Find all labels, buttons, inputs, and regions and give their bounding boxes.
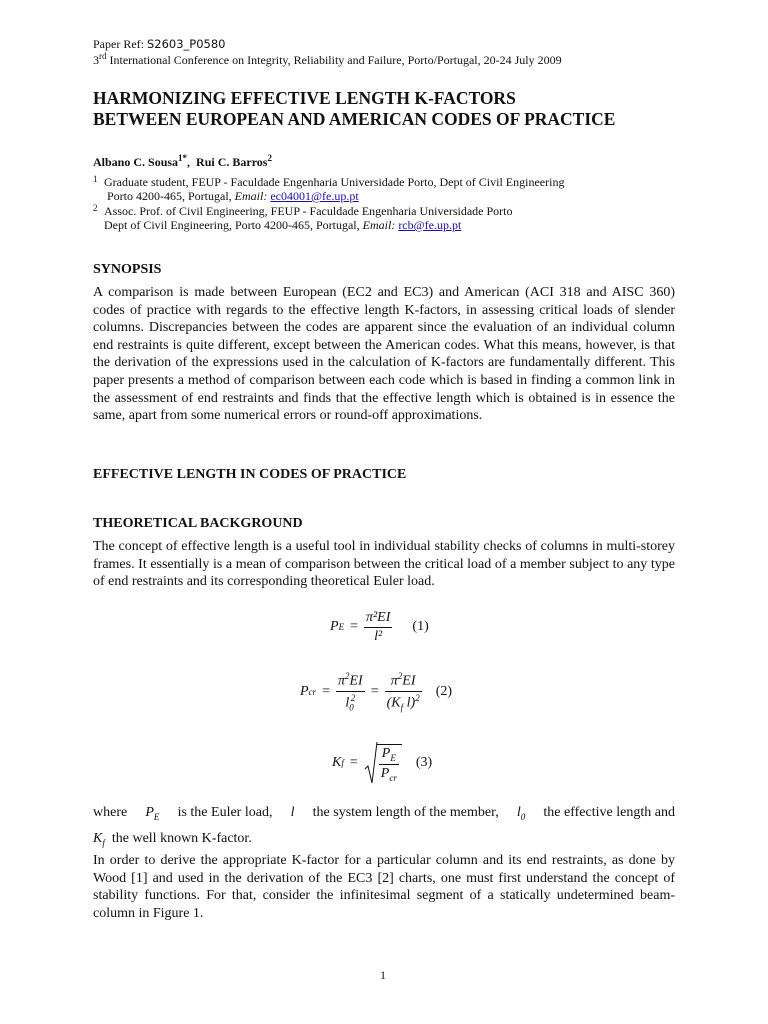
author-1-sup: 1* bbox=[178, 153, 188, 163]
paper-ref-label: Paper Ref: bbox=[93, 37, 144, 51]
eq2-lhs-sub: cr bbox=[308, 687, 317, 697]
equation-1: P E = $\frac{\text{π²EI}}{\text{l²}}$ (1) bbox=[330, 609, 429, 644]
closing-paragraph: In order to derive the appropriate K-factor for a particular column and its end restraints, as done by Wood [1] and used in the derivation of the EC3 [2] charts, one must first understand the concept of stability functions. For that, consider the infinitesimal segment of a statically undetermined beam-column in Figure 1. bbox=[93, 853, 675, 921]
paper-ref-code: S2603_P0580 bbox=[146, 37, 226, 51]
where-k-factor: the well known K-factor. bbox=[111, 830, 252, 846]
author-separator: , bbox=[187, 155, 191, 169]
conference-ordinal: 3 bbox=[93, 53, 99, 67]
section-heading-theoretical-background: THEORETICAL BACKGROUND bbox=[93, 516, 303, 531]
title-line-2: BETWEEN EUROPEAN AND AMERICAN CODES OF PRACTICE bbox=[93, 109, 616, 129]
affiliation-2-num: 2 bbox=[93, 203, 98, 213]
eq3-label: (3) bbox=[415, 755, 433, 770]
eq2-lhs: P bbox=[300, 684, 309, 699]
affiliation-1-email-link[interactable]: ec04001@fe.up.pt bbox=[270, 189, 359, 203]
affiliation-1 bbox=[93, 175, 564, 203]
page-number: 1 bbox=[380, 968, 386, 982]
eq3-lhs-sub: f bbox=[341, 758, 344, 768]
square-root-icon bbox=[364, 741, 378, 785]
eq1-numerator: π²EI bbox=[364, 610, 392, 628]
author-2-sup: 2 bbox=[267, 153, 272, 163]
affiliation-2-email-link[interactable]: rcb@fe.up.pt bbox=[398, 218, 462, 232]
paper-title bbox=[93, 88, 615, 130]
eq1-denominator: l² bbox=[374, 628, 383, 644]
equation-2: P cr = $\frac{\pi^2EI}{l_0^2}$ = $\frac{\pi^2EI}{(K_f l)^2}$ (2) bbox=[300, 671, 453, 713]
author-2: Rui C. Barros bbox=[196, 155, 268, 169]
paper-ref bbox=[93, 37, 226, 52]
where-system-length: the system length of the member, bbox=[312, 805, 499, 820]
equation-3: K f = $\frac{P_E}{P_{cr}}$ (3) bbox=[332, 740, 432, 786]
eq1-label: (1) bbox=[412, 619, 429, 634]
where-euler-load: is the Euler load, bbox=[177, 805, 273, 820]
affiliation-1-line2: Porto 4200-465, Portugal, bbox=[107, 189, 235, 203]
where-word: where bbox=[93, 805, 128, 820]
section-heading-effective-length: EFFECTIVE LENGTH IN CODES OF PRACTICE bbox=[93, 467, 407, 482]
affiliation-1-email-label: Email: bbox=[234, 189, 268, 203]
author-1: Albano C. Sousa bbox=[93, 155, 179, 169]
affiliation-2 bbox=[93, 204, 512, 232]
affiliation-1-line1: Graduate student, FEUP - Faculdade Engenharia Universidade Porto, Dept of Civil Engineering bbox=[104, 175, 565, 189]
affiliation-2-line2: Dept of Civil Engineering, Porto 4200-465, Portugal, bbox=[104, 218, 363, 232]
synopsis-text: A comparison is made between European (EC2 and EC3) and American (ACI 318 and AISC 360) codes of practice with regards to the effective length K-factors, in assessing critical loads of slender columns. Discrepancies between the codes are apparent since the evaluation of an individual column end restraints is quite different, except between the American codes. What this means, however, is that the derivation of the expressions used in the calculation of K-factors are fundamentally different. This paper presents a method of comparison between each code which is based in finding a common link in the assessment of end restraints and finds that the effective length which is obtained is in essence the same, apart from some numerical errors or round-off approximations. bbox=[93, 285, 675, 424]
conference-ordinal-sup: rd bbox=[99, 51, 107, 61]
eq2-label: (2) bbox=[435, 684, 453, 699]
authors bbox=[93, 153, 272, 170]
theory-intro-paragraph: The concept of effective length is a useful tool in individual stability checks of columns in multi-storey frames. It essentially is a mean of comparison between the critical load of a member subject to any type of end restraints and its corresponding theoretical Euler load. bbox=[93, 539, 675, 590]
eq1-lhs-sub: E bbox=[338, 622, 345, 632]
title-line-1: HARMONIZING EFFECTIVE LENGTH K-FACTORS bbox=[93, 88, 516, 108]
affiliation-2-email-label: Email: bbox=[362, 218, 396, 232]
where-effective-length: the effective length and bbox=[543, 805, 675, 820]
conference-line bbox=[93, 51, 562, 68]
eq3-lhs: K bbox=[332, 755, 342, 770]
conference-text: International Conference on Integrity, Reliability and Failure, Porto/Portugal, 20-24 July 2009 bbox=[109, 53, 562, 67]
affiliation-2-line1: Assoc. Prof. of Civil Engineering, FEUP - Faculdade Engenharia Universidade Porto bbox=[104, 204, 513, 218]
affiliation-1-num: 1 bbox=[93, 174, 98, 184]
eq1-lhs: P bbox=[330, 619, 339, 634]
synopsis-heading: SYNOPSIS bbox=[93, 262, 162, 277]
where-paragraph: where $P_E$ is the Euler load, l the system length of the member, $l_0$ the effective length and $K_f$ the well known K-factor. bbox=[93, 802, 675, 854]
